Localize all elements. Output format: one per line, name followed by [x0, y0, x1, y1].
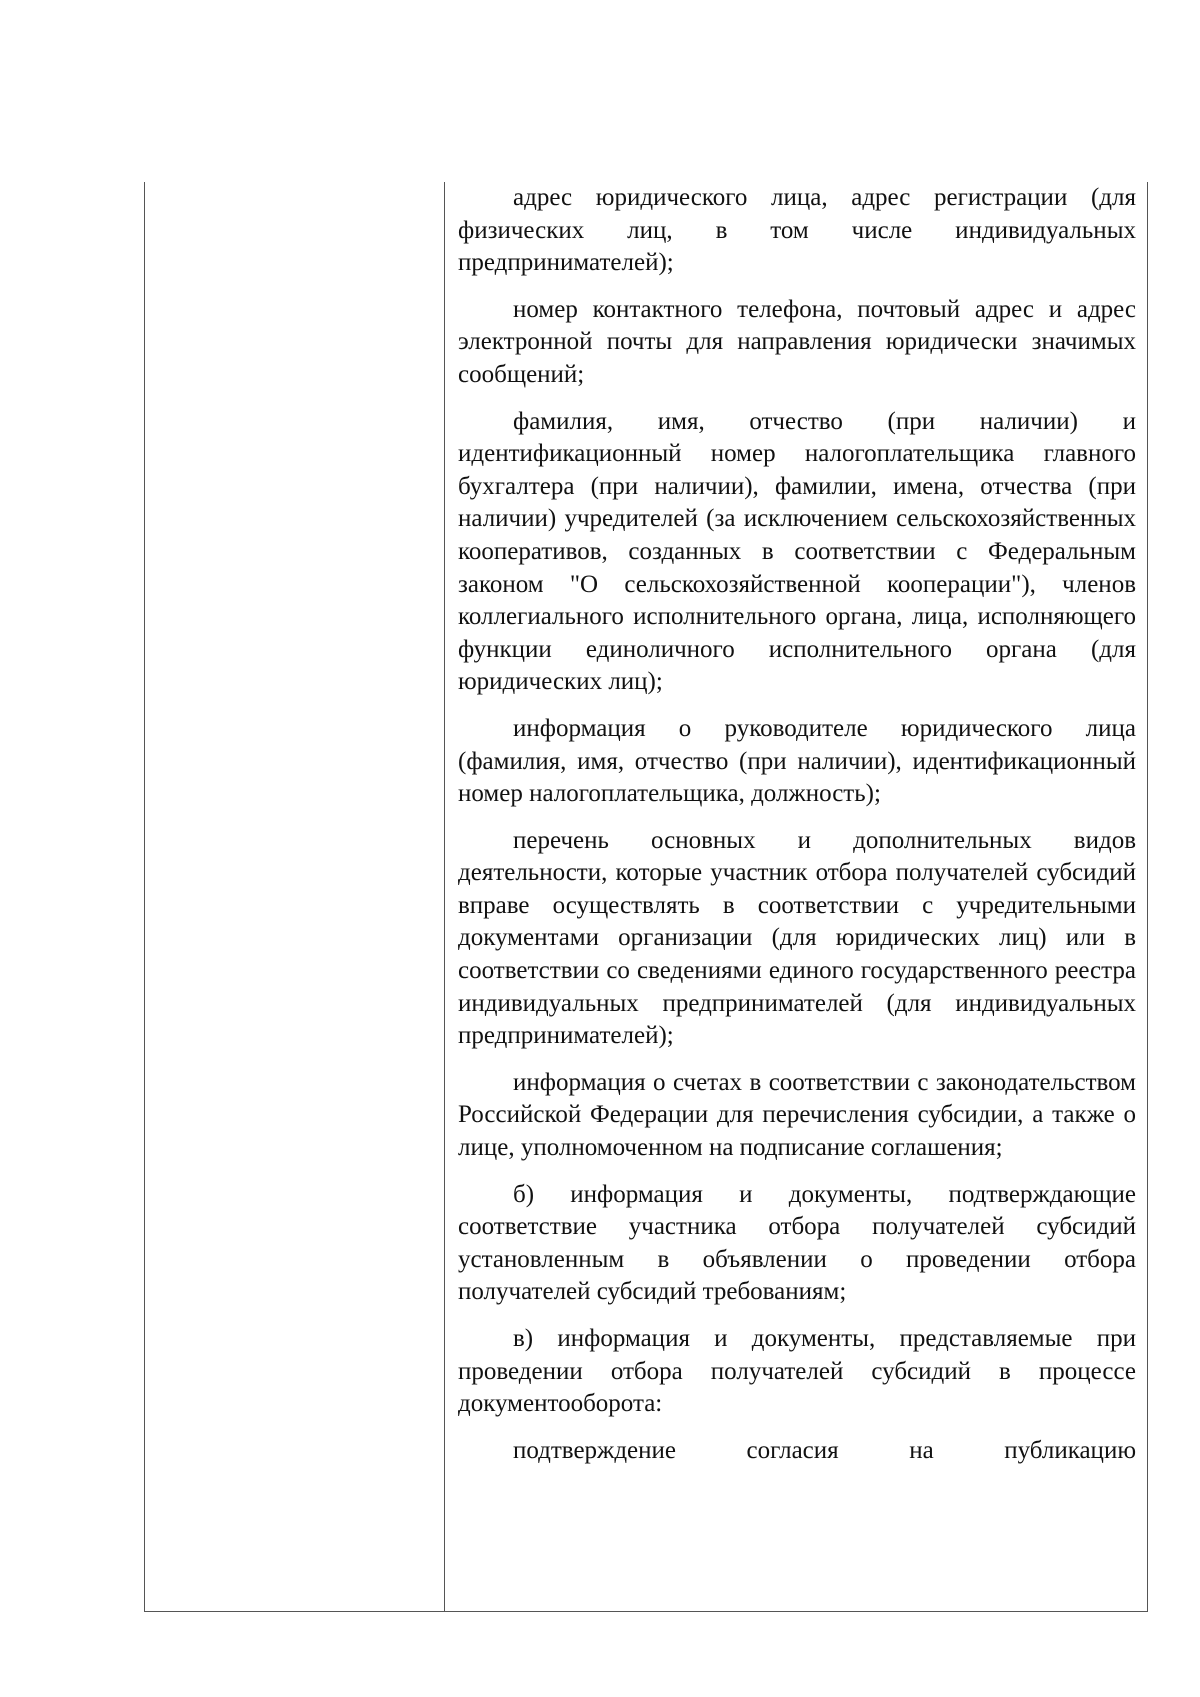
paragraph-accounts: информация о счетах в соответствии с законодательством Российской Федерации для перечисления субсидии, а также о лице, уполномоченном на подписание соглашения;	[458, 1068, 1136, 1162]
document-table	[144, 182, 1148, 1612]
paragraph-accountant-founders: фамилия, имя, отчество (при наличии) и идентификационный номер налогоплательщика главного бухгалтера (при наличии), фамилии, имена, отчества (при наличии) учредителей (за исключением сельскохозяйственных кооперативов, созданных в соответствии с Федеральным законом "О сельскохозяйственной кооперации"), членов коллегиального исполнительного органа, лица, исполняющего функции единоличного исполнительного органа (для юридических лиц);	[458, 407, 1136, 696]
table-text-cell	[458, 182, 1136, 1467]
paragraph-item-v: в) информация и документы, представляемые при проведении отбора получателей субсидий в процессе документооборота:	[458, 1325, 1136, 1418]
paragraph-publication-consent: подтверждение согласия на публикацию	[513, 1436, 1136, 1464]
paragraph-contact-info: номер контактного телефона, почтовый адрес и адрес электронной почты для направления юридически значимых сообщений;	[458, 295, 1136, 388]
paragraph-activities: перечень основных и дополнительных видов деятельности, которые участник отбора получателей субсидий вправе осуществлять в соответствии с учредительными документами организации (для юридических лиц) или в соответствии со сведениями единого государственного реестра индивидуальных предпринимателей (для индивидуальных предпринимателей);	[458, 826, 1136, 1050]
paragraph-legal-address: адрес юридического лица, адрес регистрации (для физических лиц, в том числе индивидуальных предпринимателей);	[458, 184, 1136, 277]
paragraph-head-info: информация о руководителе юридического лица (фамилия, имя, отчество (при наличии), идентификационный номер налогоплательщика, должность);	[458, 714, 1136, 808]
paragraph-item-b: б) информация и документы, подтверждающие соответствие участника отбора получателей субсидий установленным в объявлении о проведении отбора получателей субсидий требованиям;	[458, 1180, 1136, 1306]
column-divider	[444, 182, 445, 1611]
